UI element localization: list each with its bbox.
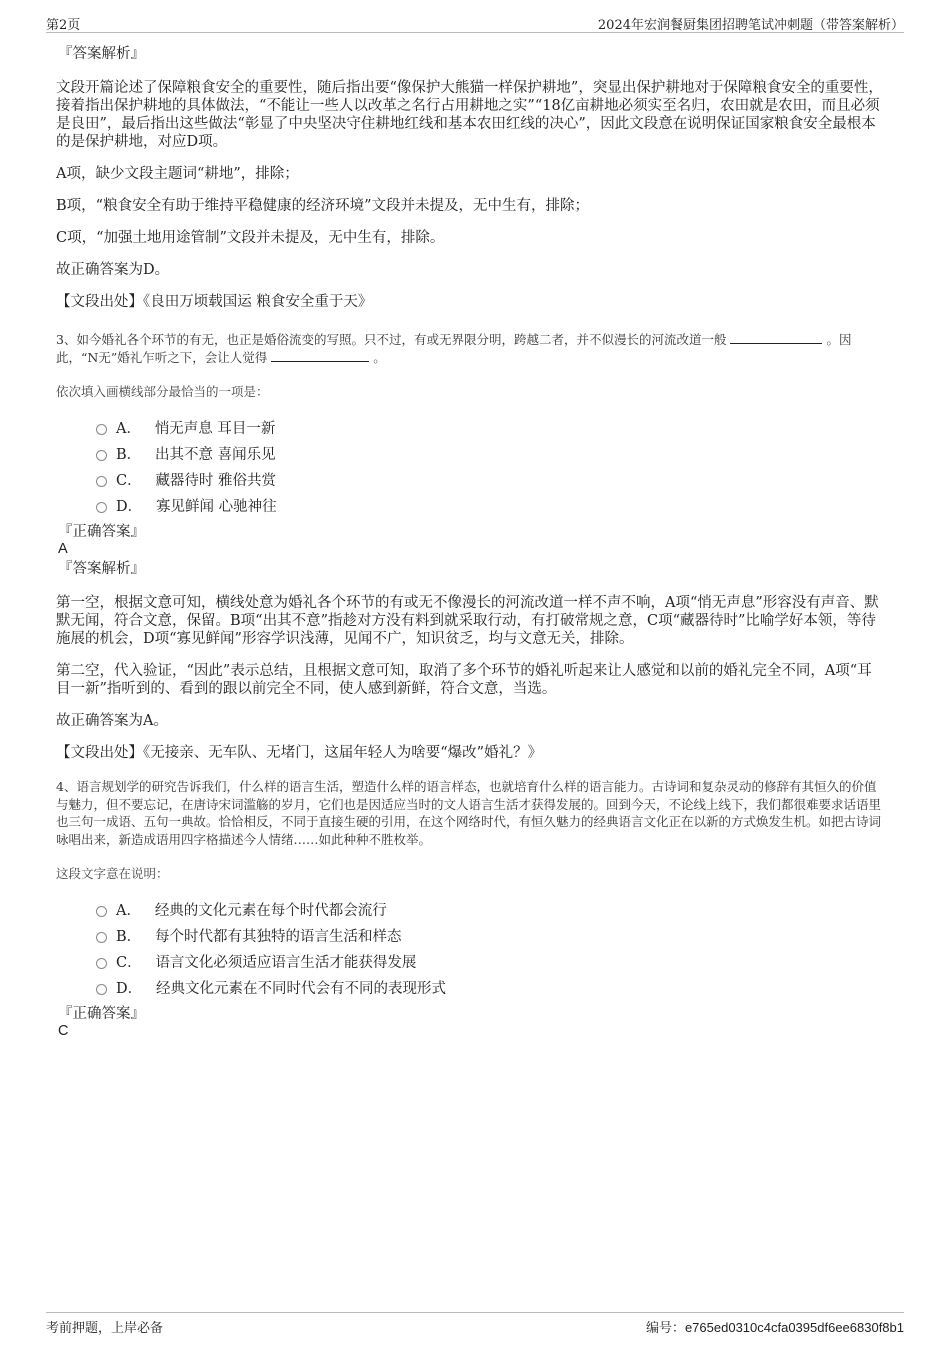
main-content (56, 42, 886, 1039)
option-d[interactable]: D． 寡见鲜闻 心驰神往 (96, 494, 886, 520)
document-id: 编号：e765ed0310c4cfa0395df6ee6830f8b1 (645, 1320, 904, 1335)
blank-1 (730, 331, 822, 344)
page-footer (46, 1312, 904, 1337)
option-c[interactable]: C． 藏器待时 雅俗共赏 (96, 468, 886, 494)
document-title: 2024年宏润餐厨集团招聘笔试冲刺题（带答案解析） (597, 18, 904, 33)
radio-icon[interactable] (96, 906, 107, 917)
option-b-analysis: B项，“粮食安全有助于维持平稳健康的经济环境”文段并未提及，无中生有，排除； (56, 198, 589, 214)
analysis-paragraph-1: 第一空，根据文意可知，横线处意为婚礼各个环节的有或无不像漫长的河流改道一样不声不响，A项“悄无声息”形容没有声音、默默无闻，符合文意，保留。B项“出其不意”指趁对方没有料到就采取行动，有打破常规之意，C项“藏器待时”比喻学好本领，等待施展的机会，D项“寡见鲜闻”形容学识浅薄，见闻不广，知识贫乏，均与文意无关，排除。 (56, 595, 879, 647)
question-3-options (96, 416, 886, 520)
correct-answer-label: 『正确答案』 (58, 524, 145, 540)
option-a[interactable]: A． 悄无声息 耳目一新 (96, 416, 886, 442)
option-a[interactable]: A． 经典的文化元素在每个时代都会流行 (96, 898, 886, 924)
source: 【文段出处】《无接亲、无车队、无堵门，这届年轻人为啥要“爆改”婚礼？》 (56, 745, 543, 761)
option-d[interactable]: D． 经典文化元素在不同时代会有不同的表现形式 (96, 976, 886, 1002)
radio-icon[interactable] (96, 984, 107, 995)
option-a-analysis: A项，缺少文段主题词“耕地”，排除； (56, 166, 299, 182)
analysis-paragraph: 文段开篇论述了保障粮食安全的重要性，随后指出要“像保护大熊猫一样保护耕地”，突显出保护耕地对于保障粮食安全的重要性，接着指出保护耕地的具体做法，“不能让一些人以改革之名行占用耕地之实”“18亿亩耕地必须实至名归，农田就是农田，而且必须是良田”，最后指出这些做法“彰显了中央坚决守住耕地红线和基本农田红线的决心”，因此文段意在说明保证国家粮食安全最根本的是保护耕地，对应D项。 (56, 80, 883, 150)
conclusion: 故正确答案为A。 (56, 713, 168, 729)
question-3-stem: 3、如今婚礼各个环节的有无，也正是婚俗流变的写照。只不过，有或无界限分明，跨越二者，并不似漫长的河流改道一般 。因此，“N无”婚礼乍听之下，会让人觉得 。 (56, 332, 852, 365)
radio-icon[interactable] (96, 476, 107, 487)
option-c-analysis: C项，“加强土地用途管制”文段并未提及，无中生有，排除。 (56, 230, 445, 246)
footer-slogan: 考前押题，上岸必备 (46, 1321, 164, 1336)
question-4-instruction: 这段文字意在说明： (56, 866, 169, 881)
blank-2 (271, 349, 369, 362)
option-b[interactable]: B． 每个时代都有其独特的语言生活和样态 (96, 924, 886, 950)
page-number: 第2页 (46, 18, 81, 33)
option-b[interactable]: B． 出其不意 喜闻乐见 (96, 442, 886, 468)
radio-icon[interactable] (96, 424, 107, 435)
radio-icon[interactable] (96, 932, 107, 943)
source: 【文段出处】《良田万顷载国运 粮食安全重于天》 (56, 294, 373, 310)
option-c[interactable]: C． 语言文化必须适应语言生活才能获得发展 (96, 950, 886, 976)
question-4-options (96, 898, 886, 1002)
correct-answer-label: 『正确答案』 (58, 1006, 145, 1022)
correct-answer: A (58, 541, 68, 557)
question-4-stem: 4、语言规划学的研究告诉我们，什么样的语言生活，塑造什么样的语言样态，也就培育什么样的语言能力。古诗词和复杂灵动的修辞有其恒久的价值与魅力，但不要忘记，在唐诗宋词滥觞的岁月，它们也是因适应当时的文人语言生活才获得发展的。回到今天，不论线上线下，我们都很难要求话语里也三句一成语、五句一典故。恰恰相反，不同于直接生硬的引用，在这个网络时代，有恒久魅力的经典语言文化正在以新的方式焕发生机。如把古诗词咏唱出来，新造成语用四字格描述今人情绪……如此种种不胜枚举。 (56, 779, 882, 847)
page-header (46, 14, 904, 33)
radio-icon[interactable] (96, 958, 107, 969)
conclusion: 故正确答案为D。 (56, 262, 170, 278)
correct-answer: C (58, 1023, 69, 1039)
question-3-instruction: 依次填入画横线部分最恰当的一项是： (56, 384, 269, 399)
radio-icon[interactable] (96, 450, 107, 461)
radio-icon[interactable] (96, 502, 107, 513)
analysis-label: 『答案解析』 (58, 46, 145, 62)
analysis-paragraph-2: 第二空，代入验证，“因此”表示总结，且根据文意可知，取消了多个环节的婚礼听起来让人感觉和以前的婚礼完全不同，A项“耳目一新”指听到的、看到的跟以前完全不同，使人感到新鲜，符合文意，当选。 (56, 663, 872, 697)
analysis-label: 『答案解析』 (58, 561, 145, 577)
